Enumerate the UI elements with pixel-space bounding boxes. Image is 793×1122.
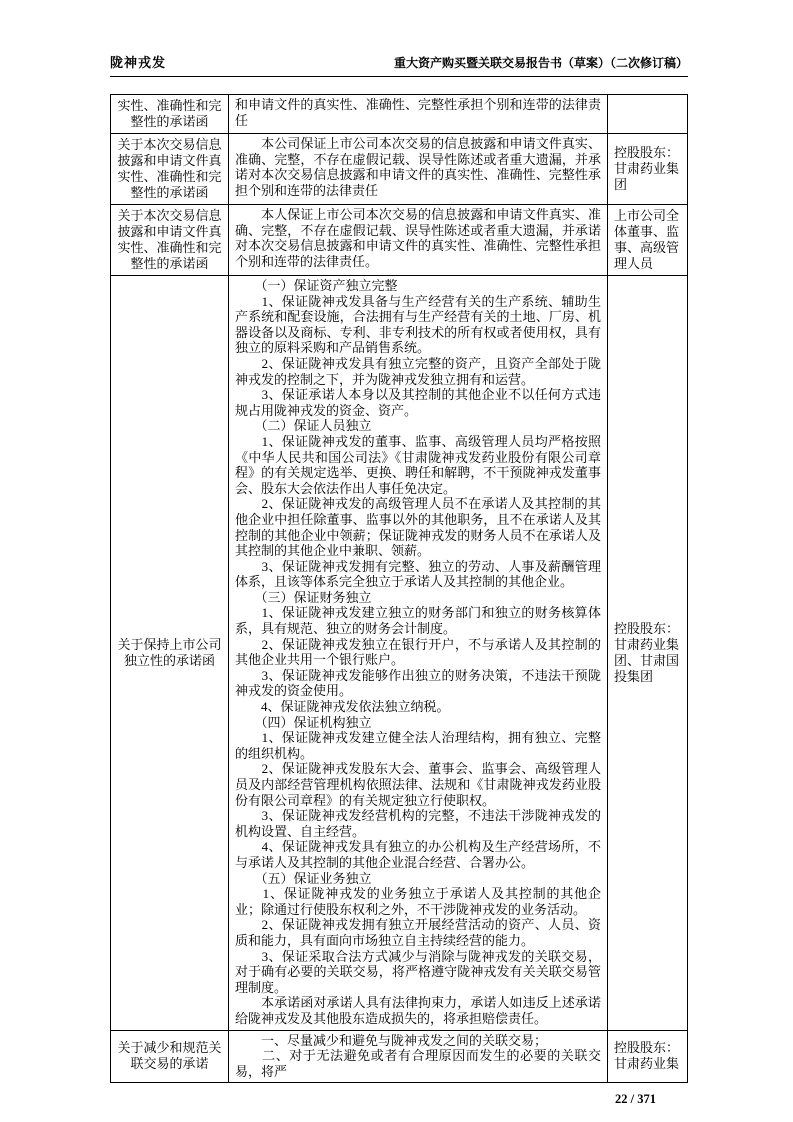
page-header bbox=[110, 52, 688, 77]
commitment-paragraph: 1、保证陇神戎发的董事、监事、高级管理人员均严格按照《中华人民共和国公司法》《甘肃陇神戎发药业股份有限公司章程》的有关规定选举、更换、聘任和解聘，不干预陇神戎发董事会、股东大会依法作出人事任免决定。 bbox=[235, 433, 601, 496]
commitment-party-cell: 控股股东：甘肃药业集 bbox=[608, 1030, 688, 1083]
commitment-content-cell bbox=[229, 1030, 608, 1083]
commitment-paragraph: 3、保证陇神戎发拥有完整、独立的劳动、人事及薪酬管理体系，且该等体系完全独立于承诺人及其控制的其他企业。 bbox=[235, 558, 601, 590]
table-row bbox=[111, 134, 688, 205]
commitment-name-cell: 关于减少和规范关联交易的承诺 bbox=[111, 1030, 229, 1083]
commitment-paragraph: 3、保证陇神戎发经营机构的完整，不违法干涉陇神戎发的机构设置、自主经营。 bbox=[235, 808, 601, 839]
commitment-content-cell bbox=[229, 205, 608, 276]
table-row bbox=[111, 276, 688, 1031]
commitment-paragraph: 4、保证陇神戎发具有独立的办公机构及生产经营场所，不与承诺人及其控制的其他企业混合经营、合署办公。 bbox=[235, 839, 601, 870]
commitment-paragraph: 本人保证上市公司本次交易的信息披露和申请文件真实、准确、完整，不存在虚假记载、误导性陈述或者重大遗漏，并承诺对本次交易信息披露和申请文件的真实性、准确性、完整性承担个别和连带的法律责任。 bbox=[235, 207, 601, 269]
commitment-paragraph: （五）保证业务独立 bbox=[235, 870, 372, 886]
commitments-table-body bbox=[111, 95, 688, 1083]
table-row bbox=[111, 205, 688, 276]
commitment-name-cell: 关于本次交易信息披露和申请文件真实性、准确性和完整性的承诺函 bbox=[111, 205, 229, 276]
commitment-paragraph: （二）保证人员独立 bbox=[235, 418, 372, 434]
commitments-table bbox=[110, 94, 688, 1083]
commitment-name-cell: 关于本次交易信息披露和申请文件真实性、准确性和完整性的承诺函 bbox=[111, 134, 229, 205]
commitment-paragraph: 1、保证陇神戎发的业务独立于承诺人及其控制的其他企业；除通过行使股东权利之外，不干涉陇神戎发的业务活动。 bbox=[235, 886, 601, 917]
commitment-paragraph: 2、保证陇神戎发股东大会、董事会、监事会、高级管理人员及内部经营管理机构依照法律、法规和《甘肃陇神戎发药业股份有限公司章程》的有关规定独立行使职权。 bbox=[235, 761, 601, 808]
commitment-paragraph: 一、尽量减少和避免与陇神戎发之间的关联交易； bbox=[235, 1032, 548, 1048]
commitment-paragraph: 1、保证陇神戎发具备与生产经营有关的生产系统、辅助生产系统和配套设施，合法拥有与生产经营有关的土地、厂房、机器设备以及商标、专利、非专利技术的所有权或者使用权，具有独立的原料采购和产品销售系统。 bbox=[235, 293, 601, 356]
commitment-paragraph: 2、保证陇神戎发独立在银行开户，不与承诺人及其控制的其他企业共用一个银行账户。 bbox=[235, 636, 601, 668]
commitment-party-cell bbox=[608, 95, 688, 134]
commitment-paragraph: 二、对于无法避免或者有合理原因而发生的必要的关联交易，将严 bbox=[235, 1048, 601, 1079]
header-company-name: 陇神戎发 bbox=[110, 55, 167, 70]
table-row bbox=[111, 1030, 688, 1083]
commitment-paragraph: 1、保证陇神戎发建立独立的财务部门和独立的财务核算体系，具有规范、独立的财务会计制度。 bbox=[235, 605, 601, 637]
commitment-paragraph: （一）保证资产独立完整 bbox=[235, 278, 398, 293]
commitment-content-cell bbox=[229, 134, 608, 205]
commitment-name-cell: 实性、准确性和完整性的承诺函 bbox=[111, 95, 229, 134]
commitment-paragraph: 4、保证陇神戎发依法独立纳税。 bbox=[235, 699, 450, 715]
commitment-party-cell: 控股股东：甘肃药业集团、甘肃国投集团 bbox=[608, 276, 688, 1031]
commitment-paragraph: （四）保证机构独立 bbox=[235, 714, 372, 730]
commitment-content-cell bbox=[229, 276, 608, 1031]
commitment-paragraph: （三）保证财务独立 bbox=[235, 589, 372, 605]
commitment-paragraph: 3、保证承诺人本身以及其控制的其他企业不以任何方式违规占用陇神戎发的资金、资产。 bbox=[235, 387, 601, 418]
commitment-paragraph: 2、保证陇神戎发拥有独立开展经营活动的资产、人员、资质和能力，具有面向市场独立自主持续经营的能力。 bbox=[235, 917, 601, 948]
table-row bbox=[111, 95, 688, 134]
commitment-paragraph: 3、保证采取合法方式减少与消除与陇神戎发的关联交易，对于确有必要的关联交易，将严格遵守陇神戎发有关关联交易管理制度。 bbox=[235, 948, 601, 995]
commitment-paragraph: 2、保证陇神戎发的高级管理人员不在承诺人及其控制的其他企业中担任除董事、监事以外的其他职务，且不在承诺人及其控制的其他企业中领薪；保证陇神戎发的财务人员不在承诺人及其控制的其他企业中兼职、领薪。 bbox=[235, 496, 601, 559]
commitment-party-cell: 控股股东：甘肃药业集团 bbox=[608, 134, 688, 205]
commitment-paragraph: 1、保证陇神戎发建立健全法人治理结构，拥有独立、完整的组织机构。 bbox=[235, 730, 601, 761]
page-number: 22 / 371 bbox=[615, 1092, 656, 1107]
commitment-party-cell: 上市公司全体董事、监事、高级管理人员 bbox=[608, 205, 688, 276]
commitment-name-cell: 关于保持上市公司独立性的承诺函 bbox=[111, 276, 229, 1031]
header-report-title: 重大资产购买暨关联交易报告书（草案）（二次修订稿） bbox=[393, 56, 688, 70]
commitment-paragraph: 本承诺函对承诺人具有法律拘束力，承诺人如违反上述承诺给陇神戎发及其他股东造成损失的，将承担赔偿责任。 bbox=[235, 995, 601, 1026]
commitment-paragraph: 本公司保证上市公司本次交易的信息披露和申请文件真实、准确、完整，不存在虚假记载、误导性陈述或者重大遗漏，并承诺对本次交易信息披露和申请文件的真实性、准确性、完整性承担个别和连带的法律责任 bbox=[235, 136, 601, 198]
commitment-paragraph: 2、保证陇神戎发具有独立完整的资产，且资产全部处于陇神戎发的控制之下，并为陇神戎发独立拥有和运营。 bbox=[235, 355, 601, 387]
commitment-paragraph: 和申请文件的真实性、准确性、完整性承担个别和连带的法律责任 bbox=[235, 97, 601, 128]
commitment-paragraph: 3、保证陇神戎发能够作出独立的财务决策，不违法干预陇神戎发的资金使用。 bbox=[235, 667, 601, 699]
commitment-content-cell bbox=[229, 95, 608, 134]
